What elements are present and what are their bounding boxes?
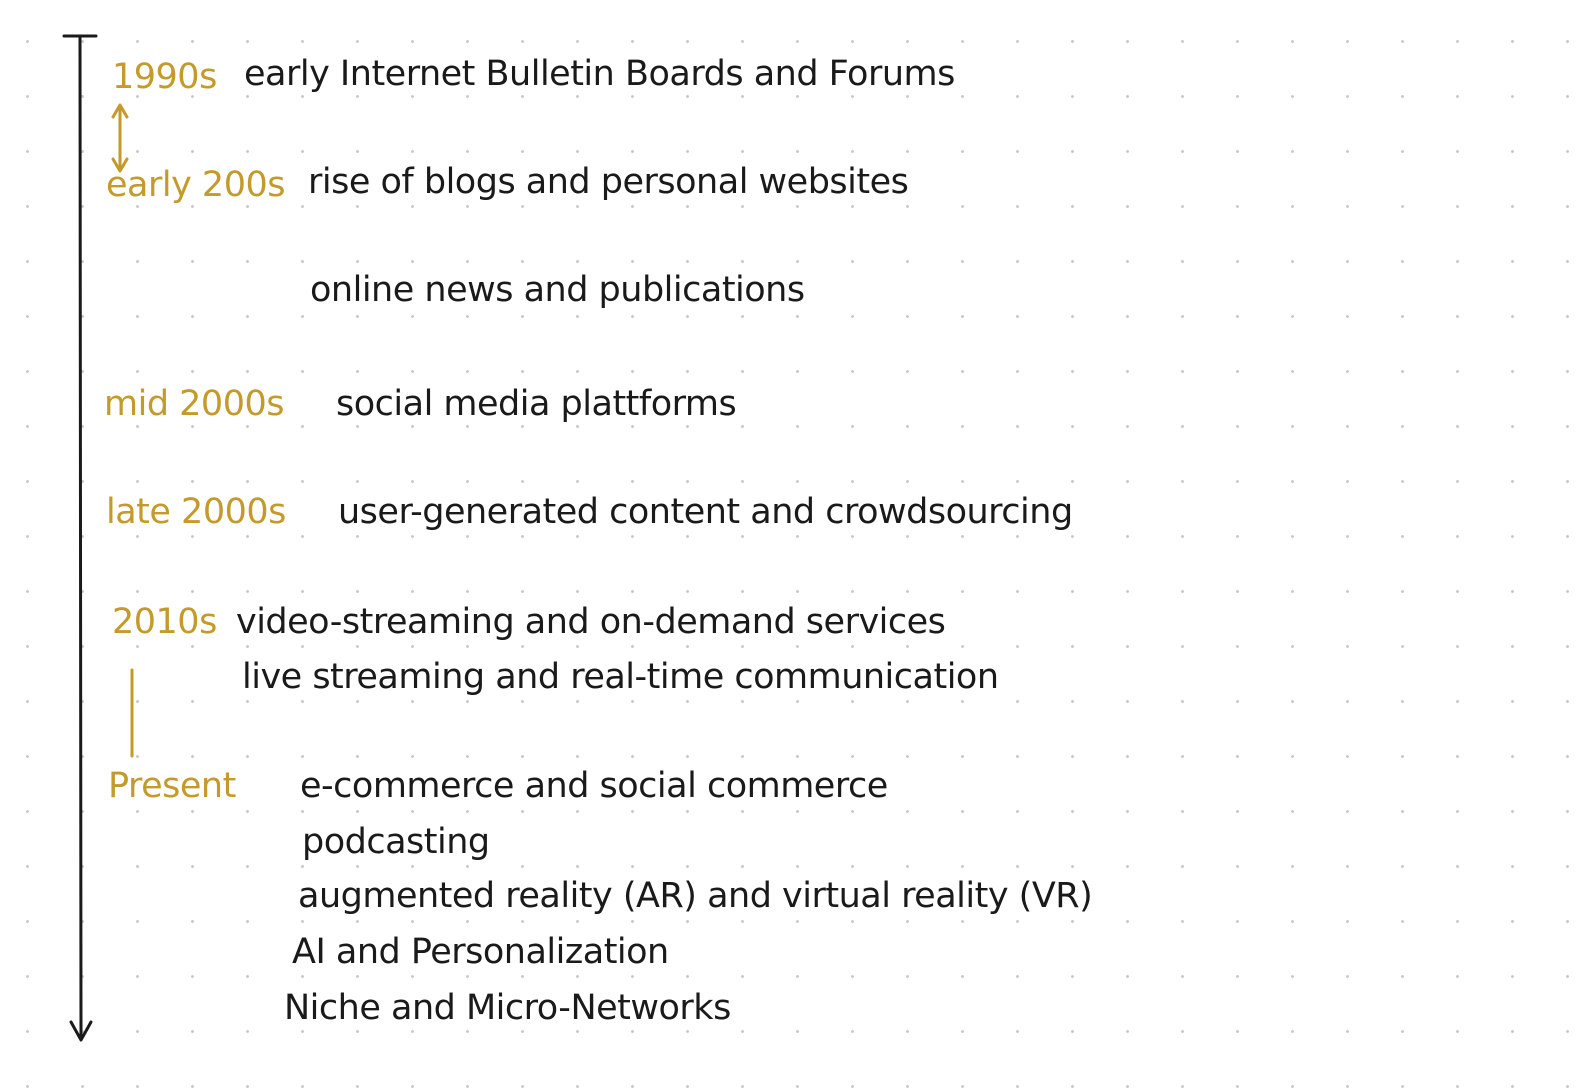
range-double-arrow-icon — [113, 105, 127, 171]
era-label-mid-2000s: mid 2000s — [104, 384, 284, 424]
event-label: online news and publications — [310, 270, 805, 310]
event-label: live streaming and real-time communication — [242, 657, 999, 697]
era-label-present: Present — [108, 766, 236, 806]
event-label: e-commerce and social commerce — [300, 766, 888, 806]
event-label: video-streaming and on-demand services — [236, 602, 946, 642]
event-label: social media plattforms — [336, 384, 737, 424]
era-label-early-200s: early 200s — [106, 165, 285, 205]
era-label-1990s: 1990s — [112, 57, 217, 97]
era-label-2010s: 2010s — [112, 602, 217, 642]
event-label: early Internet Bulletin Boards and Forums — [244, 54, 955, 94]
event-label: podcasting — [302, 822, 490, 862]
event-label: augmented reality (AR) and virtual reality (VR) — [298, 876, 1093, 916]
event-label: user-generated content and crowdsourcing — [338, 492, 1073, 532]
event-label: AI and Personalization — [292, 932, 669, 972]
era-label-late-2000s: late 2000s — [106, 492, 286, 532]
axis-line — [80, 36, 81, 1038]
event-label: Niche and Micro-Networks — [284, 988, 731, 1028]
down-arrow-icon — [71, 1022, 91, 1040]
event-label: rise of blogs and personal websites — [308, 162, 909, 202]
